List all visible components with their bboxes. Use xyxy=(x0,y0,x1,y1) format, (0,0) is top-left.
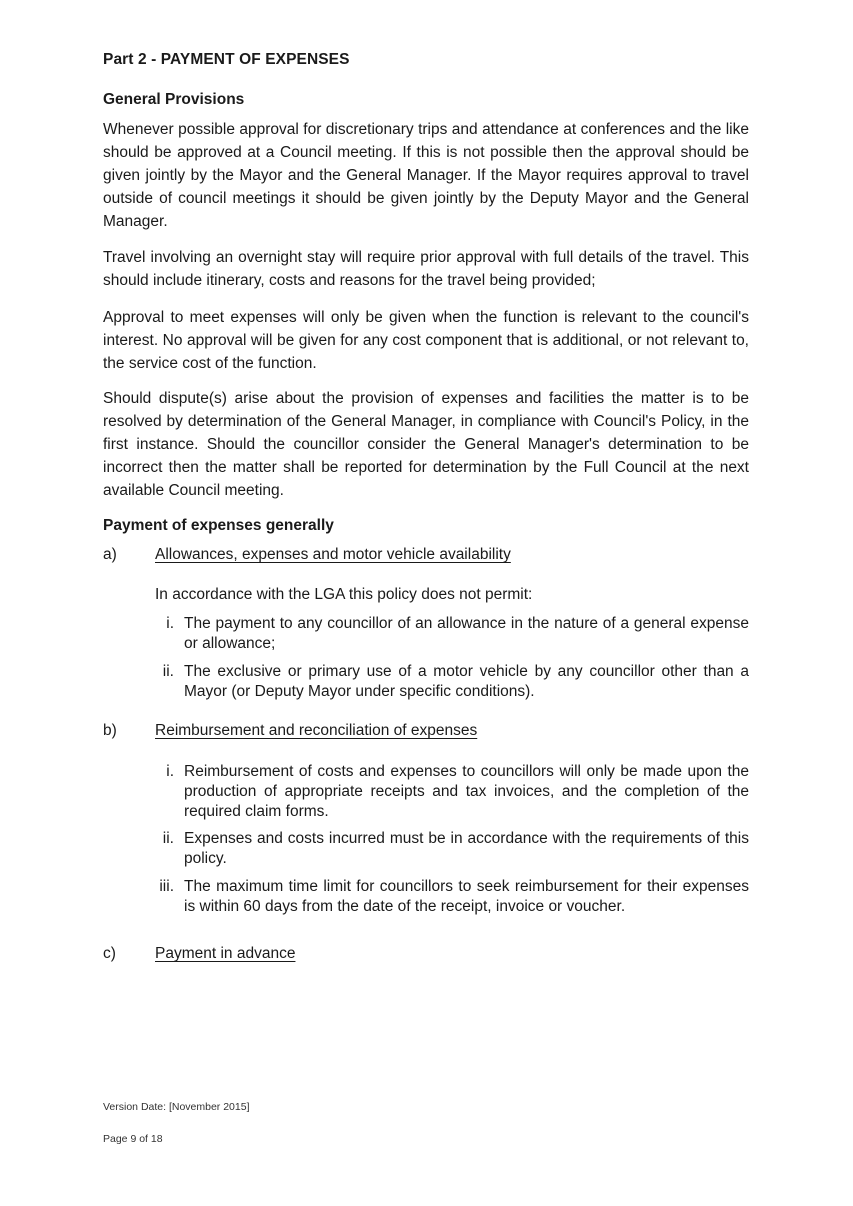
list-item-text: Reimbursement of costs and expenses to councillors will only be made upon the production of appropriate receipts and tax invoices, and the completion of the required claim forms. xyxy=(184,763,749,820)
part-heading: Part 2 - PAYMENT OF EXPENSES xyxy=(103,51,350,68)
paragraph-approval-expenses: Approval to meet expenses will only be given when the function is relevant to the council's interest. No approval will be given for any cost component that is additional, or not relevant to, the service cost of the function. xyxy=(103,309,749,372)
paragraph-disputes: Should dispute(s) arise about the provision of expenses and facilities the matter is to be resolved by determination of the General Manager, in compliance with Council's Policy, in the first instance. Should the councillor consider the General Manager's determination to be incorrect then the matter shall be reported for determination by the Full Council at the next available Council meeting. xyxy=(103,390,749,499)
list-item-text: The exclusive or primary use of a motor vehicle by any councillor other than a Mayor (or Deputy Mayor under specific conditions). xyxy=(184,663,749,700)
list-item-number: i. xyxy=(166,763,174,780)
section-a-letter: a) xyxy=(103,546,117,563)
section-c-letter: c) xyxy=(103,945,116,962)
list-item-text: The maximum time limit for councillors to seek reimbursement for their expenses is within 60 days from the date of the receipt, invoice or voucher. xyxy=(184,878,749,915)
list-item-number: ii. xyxy=(162,663,174,680)
paragraph-travel: Travel involving an overnight stay will require prior approval with full details of the travel. This should include itinerary, costs and reasons for the travel being provided; xyxy=(103,249,749,289)
list-item-text: Expenses and costs incurred must be in accordance with the requirements of this policy. xyxy=(184,830,749,867)
footer-version-date: Version Date: [November 2015] xyxy=(103,1101,250,1113)
footer-page-number: Page 9 of 18 xyxy=(103,1133,163,1145)
section-a-intro: In accordance with the LGA this policy does not permit: xyxy=(155,586,533,603)
section-c-title: Payment in advance xyxy=(155,945,296,962)
section-a-title: Allowances, expenses and motor vehicle availability xyxy=(155,546,511,563)
general-provisions-heading: General Provisions xyxy=(103,91,245,108)
section-b-letter: b) xyxy=(103,722,117,739)
list-item-number: ii. xyxy=(162,830,174,847)
list-item-number: i. xyxy=(166,615,174,632)
payment-generally-heading: Payment of expenses generally xyxy=(103,517,334,534)
list-item-number: iii. xyxy=(159,878,174,895)
section-b-title: Reimbursement and reconciliation of expenses xyxy=(155,722,478,739)
list-item-text: The payment to any councillor of an allowance in the nature of a general expense or allowance; xyxy=(184,615,749,652)
paragraph-approval: Whenever possible approval for discretionary trips and attendance at conferences and the like should be approved at a Council meeting. If this is not possible then the approval should be given jointly by the Mayor and the General Manager. If the Mayor requires approval to travel outside of council meetings it should be given jointly by the Deputy Mayor and the General Manager. xyxy=(103,121,749,230)
